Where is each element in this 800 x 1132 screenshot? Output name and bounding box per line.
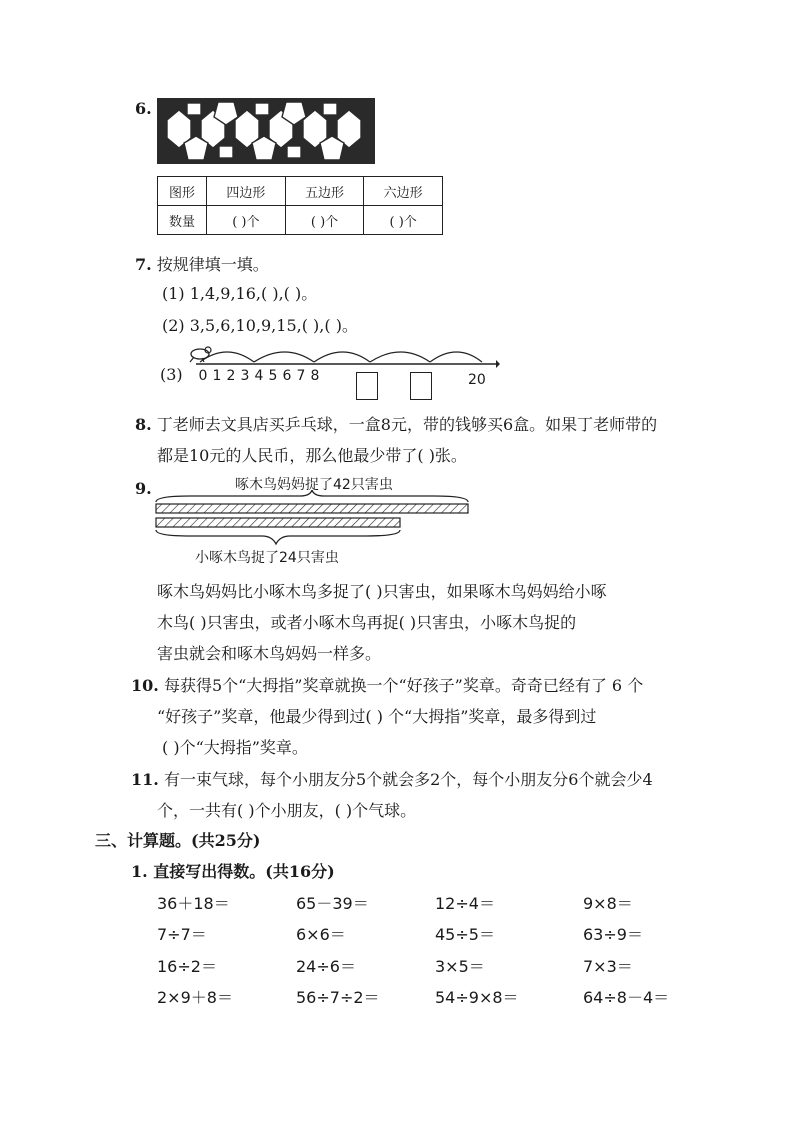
section3-title: 三、计算题。(共25分) bbox=[95, 831, 261, 850]
tick-label: 1 bbox=[212, 368, 222, 384]
header-cell: 图形 bbox=[158, 177, 207, 206]
q8-line1 bbox=[135, 414, 657, 436]
q9-line1: 啄木鸟妈妈比小啄木鸟多捉了( )只害虫，如果啄木鸟妈妈给小啄 bbox=[157, 582, 607, 601]
table-row bbox=[158, 206, 443, 235]
calc-item: 6×6＝ bbox=[296, 925, 346, 944]
tick-label: 8 bbox=[310, 368, 320, 384]
number-line-answer-box[interactable] bbox=[356, 372, 378, 400]
calc-item: 7÷7＝ bbox=[157, 925, 207, 944]
q11-line1 bbox=[131, 769, 653, 791]
q11-number: 11. bbox=[131, 770, 159, 789]
calc-item: 54÷9×8＝ bbox=[435, 988, 519, 1007]
q8-number: 8. bbox=[135, 415, 152, 434]
q9-line3: 害虫就会和啄木鸟妈妈一样多。 bbox=[157, 644, 382, 663]
calc-item: 3×5＝ bbox=[435, 957, 485, 976]
q8-text: 丁老师去文具店买乒乓球，一盒8元，带的钱够买6盒。如果丁老师带的 bbox=[156, 415, 658, 434]
tick-label: 5 bbox=[268, 368, 278, 384]
q10-number: 10. bbox=[131, 676, 159, 695]
q11-line2: 个，一共有( )个小朋友，( )个气球。 bbox=[157, 801, 417, 820]
q7-part1: (1) 1,4,9,16,( ),( )。 bbox=[162, 284, 318, 303]
q6-number: 6. bbox=[135, 99, 152, 118]
calc-item: 56÷7÷2＝ bbox=[296, 988, 380, 1007]
calc-item: 63÷9＝ bbox=[583, 925, 643, 944]
tick-label: 0 bbox=[198, 368, 208, 384]
q7-heading bbox=[135, 254, 269, 276]
q10-line1 bbox=[131, 675, 643, 697]
calc-item: 16÷2＝ bbox=[157, 957, 217, 976]
calc-item: 36＋18＝ bbox=[157, 894, 230, 913]
table-row bbox=[158, 177, 443, 206]
q11-text: 有一束气球，每个小朋友分5个就会多2个，每个小朋友分6个就会少4 bbox=[163, 770, 653, 789]
calc-item: 2×9＋8＝ bbox=[157, 988, 233, 1007]
q9-top-label: 啄木鸟妈妈捉了42只害虫 bbox=[235, 477, 393, 493]
calc-item: 64÷8－4＝ bbox=[583, 988, 670, 1007]
calc-item: 7×3＝ bbox=[583, 957, 633, 976]
number-line-ticks bbox=[196, 368, 322, 384]
calc-item: 9×8＝ bbox=[583, 894, 633, 913]
tick-label: 2 bbox=[226, 368, 236, 384]
calc-item: 65－39＝ bbox=[296, 894, 369, 913]
calc-item: 45÷5＝ bbox=[435, 925, 495, 944]
tick-label: 20 bbox=[468, 372, 486, 388]
comparison-bar-diagram bbox=[150, 490, 480, 550]
answer-cell[interactable]: ( )个 bbox=[207, 206, 286, 235]
q10-line2: “好孩子”奖章，他最少得到过( ) 个“大拇指”奖章，最多得到过 bbox=[157, 707, 597, 726]
q9-number: 9. bbox=[135, 479, 152, 498]
section3-sub1: 1. 直接写出得数。(共16分) bbox=[131, 862, 335, 881]
header-cell: 六边形 bbox=[364, 177, 443, 206]
header-cell: 五边形 bbox=[285, 177, 364, 206]
header-cell: 四边形 bbox=[207, 177, 286, 206]
q10-text: 每获得5个“大拇指”奖章就换一个“好孩子”奖章。奇奇已经有了 6 个 bbox=[163, 676, 644, 695]
tick-label: 4 bbox=[254, 368, 264, 384]
row-label-cell: 数量 bbox=[158, 206, 207, 235]
tick-label: 3 bbox=[240, 368, 250, 384]
q9-bottom-label: 小啄木鸟捉了24只害虫 bbox=[195, 550, 339, 566]
q7-part2: (2) 3,5,6,10,9,15,( ),( )。 bbox=[162, 316, 358, 335]
calc-item: 12÷4＝ bbox=[435, 894, 495, 913]
calc-item: 24÷6＝ bbox=[296, 957, 356, 976]
answer-cell[interactable]: ( )个 bbox=[285, 206, 364, 235]
q7-number: 7. bbox=[135, 255, 152, 274]
q8-line2: 都是10元的人民币，那么他最少带了( )张。 bbox=[157, 446, 467, 465]
number-line-answer-box[interactable] bbox=[410, 372, 432, 400]
kangaroo-icon bbox=[190, 347, 211, 362]
tick-label: 7 bbox=[296, 368, 306, 384]
q6-shape-table bbox=[157, 176, 443, 235]
q10-line3: ( )个“大拇指”奖章。 bbox=[162, 738, 308, 757]
q7-part3-label: (3) bbox=[160, 365, 183, 384]
answer-cell[interactable]: ( )个 bbox=[364, 206, 443, 235]
tick-label: 6 bbox=[282, 368, 292, 384]
q7-title: 按规律填一填。 bbox=[156, 255, 269, 274]
q9-line2: 木鸟( )只害虫，或者小啄木鸟再捉( )只害虫，小啄木鸟捉的 bbox=[157, 613, 577, 632]
tessellation-figure bbox=[157, 98, 375, 164]
